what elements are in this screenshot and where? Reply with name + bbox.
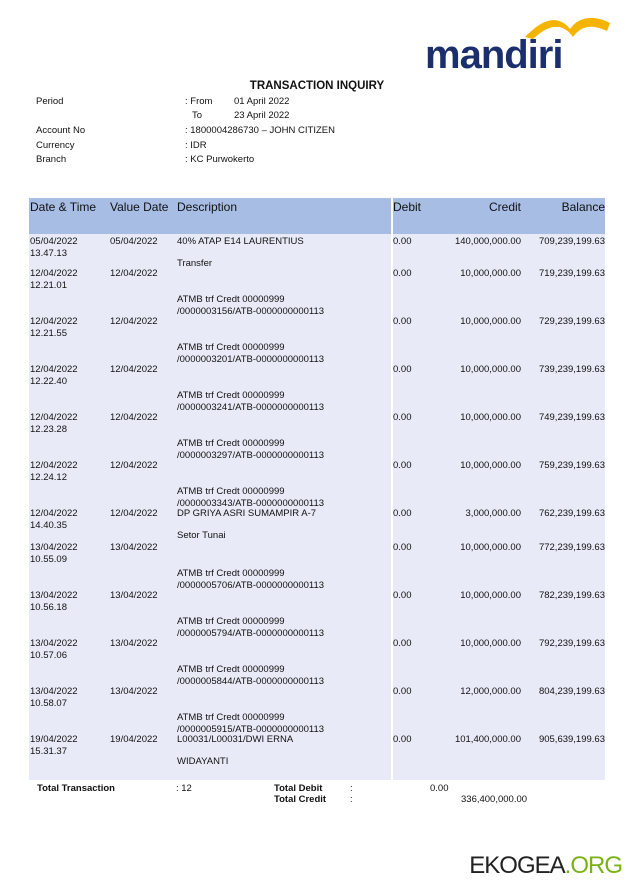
credit: 12,000,000.00 (460, 686, 521, 697)
description-line (177, 590, 324, 604)
balance: 709,239,199.63 (538, 236, 605, 247)
time: 12.21.01 (30, 280, 67, 291)
description-line: DP GRIYA ASRI SUMAMPIR A-7 (177, 508, 317, 519)
value-date: 13/04/2022 (110, 542, 158, 553)
balance: 762,239,199.63 (538, 508, 605, 519)
balance-cell (539, 542, 605, 554)
debit: 0.00 (393, 686, 412, 697)
table-row (29, 638, 605, 686)
debit-cell (393, 460, 412, 472)
time: 10.55.09 (30, 554, 67, 565)
value-date: 12/04/2022 (110, 508, 158, 519)
table-header (29, 198, 605, 234)
date-time-cell (30, 542, 100, 566)
total-credit-sep: : (350, 794, 353, 805)
debit: 0.00 (393, 316, 412, 327)
value-date: 12/04/2022 (110, 460, 158, 471)
balance-cell (539, 734, 605, 746)
credit-cell (460, 590, 521, 602)
table-row (29, 236, 605, 268)
description-line: ATMB trf Credt 00000999 (177, 390, 285, 401)
total-debit-label: Total Debit (274, 783, 323, 794)
description-cell (177, 686, 324, 736)
debit: 0.00 (393, 508, 412, 519)
date: 13/04/2022 (30, 542, 78, 553)
description-line: ATMB trf Credt 00000999 (177, 664, 285, 675)
credit: 10,000,000.00 (460, 460, 521, 471)
balance-cell (539, 316, 605, 328)
currency-value: : IDR (185, 140, 207, 151)
description-line (177, 268, 324, 282)
debit-cell (393, 590, 412, 602)
account-label: Account No (36, 125, 86, 136)
description-line: Transfer (177, 258, 213, 269)
col-value-date: Value Date (110, 200, 169, 214)
table-row (29, 412, 605, 460)
description-line (177, 364, 324, 378)
debit-cell (393, 508, 412, 520)
balance: 729,239,199.63 (538, 316, 605, 327)
date: 13/04/2022 (30, 590, 78, 601)
balance-cell (539, 412, 605, 424)
date-time-cell (30, 268, 100, 292)
date: 05/04/2022 (30, 236, 78, 247)
col-balance: Balance (561, 200, 605, 214)
date-time-cell (30, 508, 100, 532)
balance: 905,639,199.63 (538, 734, 605, 745)
value-date: 13/04/2022 (110, 686, 158, 697)
debit: 0.00 (393, 236, 412, 247)
debit: 0.00 (393, 590, 412, 601)
time: 10.56.18 (30, 602, 67, 613)
from-value: 01 April 2022 (234, 96, 290, 107)
credit-cell (455, 236, 521, 248)
value-date: 12/04/2022 (110, 268, 158, 279)
account-value: : 1800004286730 – JOHN CITIZEN (185, 125, 335, 136)
description-line: /0000003297/ATB-0000000000113 (177, 450, 325, 461)
date-time-cell (30, 316, 100, 340)
date: 19/04/2022 (30, 734, 78, 745)
value-date: 19/04/2022 (110, 734, 158, 745)
balance-cell (539, 460, 605, 472)
balance: 739,239,199.63 (538, 364, 605, 375)
date: 13/04/2022 (30, 686, 78, 697)
debit: 0.00 (393, 460, 412, 471)
description-line (177, 412, 324, 426)
credit-cell (455, 734, 521, 746)
table-row (29, 734, 605, 780)
time: 14.40.35 (30, 520, 67, 531)
balance-cell (539, 638, 605, 650)
balance-cell (539, 236, 605, 248)
credit-cell (460, 316, 521, 328)
table-row (29, 508, 605, 542)
credit: 10,000,000.00 (460, 412, 521, 423)
description-cell (177, 542, 324, 592)
time: 12.22.40 (30, 376, 67, 387)
value-date: 12/04/2022 (110, 364, 158, 375)
branch-value: : KC Purwokerto (185, 154, 255, 165)
total-debit-sep: : (350, 783, 353, 794)
description-cell (177, 460, 324, 510)
debit: 0.00 (393, 268, 412, 279)
description-line: /0000005844/ATB-0000000000113 (177, 676, 325, 687)
debit: 0.00 (393, 412, 412, 423)
date: 12/04/2022 (30, 508, 78, 519)
description-cell (177, 364, 324, 414)
balance: 749,239,199.63 (538, 412, 605, 423)
date-time-cell (30, 734, 100, 758)
date: 12/04/2022 (30, 316, 78, 327)
value-date-cell (110, 460, 158, 472)
description-line: /0000003241/ATB-0000000000113 (177, 402, 325, 413)
description-line: ATMB trf Credt 00000999 (177, 568, 285, 579)
date: 12/04/2022 (30, 412, 78, 423)
credit: 10,000,000.00 (460, 590, 521, 601)
time: 15.31.37 (30, 746, 67, 757)
currency-label: Currency (36, 140, 75, 151)
value-date-cell (110, 236, 158, 248)
date-time-cell (30, 638, 100, 662)
value-date: 13/04/2022 (110, 638, 158, 649)
date-time-cell (30, 590, 100, 614)
value-date-cell (110, 364, 158, 376)
credit-cell (460, 638, 521, 650)
transactions-table (29, 198, 605, 780)
mandiri-logo (425, 15, 610, 75)
table-row (29, 460, 605, 508)
description-line (177, 686, 324, 700)
debit-cell (393, 638, 412, 650)
value-date-cell (110, 316, 158, 328)
description-cell (177, 638, 324, 688)
balance-cell (539, 686, 605, 698)
description-line: /0000003156/ATB-0000000000113 (177, 306, 325, 317)
value-date: 05/04/2022 (110, 236, 158, 247)
date: 12/04/2022 (30, 364, 78, 375)
value-date-cell (110, 268, 158, 280)
description-line: ATMB trf Credt 00000999 (177, 438, 285, 449)
date-time-cell (30, 460, 100, 484)
credit-cell (460, 412, 521, 424)
debit-cell (393, 542, 412, 554)
time: 10.57.06 (30, 650, 67, 661)
credit-cell (460, 268, 521, 280)
description-cell (177, 268, 324, 318)
description-line: /0000003343/ATB-0000000000113 (177, 498, 325, 509)
date: 12/04/2022 (30, 460, 78, 471)
total-credit-value: 336,400,000.00 (461, 794, 528, 805)
total-debit-value: 0.00 (430, 783, 449, 794)
debit-cell (393, 734, 412, 746)
credit: 101,400,000.00 (454, 734, 521, 745)
description-line: /0000003201/ATB-0000000000113 (177, 354, 325, 365)
description-line: ATMB trf Credt 00000999 (177, 712, 285, 723)
debit: 0.00 (393, 638, 412, 649)
credit-cell (460, 542, 521, 554)
table-row (29, 316, 605, 364)
value-date-cell (110, 412, 158, 424)
description-line: /0000005706/ATB-0000000000113 (177, 580, 325, 591)
debit: 0.00 (393, 734, 412, 745)
value-date: 12/04/2022 (110, 316, 158, 327)
value-date-cell (110, 542, 158, 554)
table-row (29, 364, 605, 412)
description-cell (177, 734, 293, 780)
table-body (29, 236, 605, 780)
from-label: : From (185, 96, 213, 107)
date-time-cell (30, 236, 100, 260)
value-date-cell (110, 734, 158, 746)
logo-text: mandiri (425, 33, 563, 77)
description-line (177, 638, 324, 652)
col-credit: Credit (488, 200, 521, 214)
table-row (29, 686, 605, 734)
credit: 10,000,000.00 (460, 316, 521, 327)
table-row (29, 590, 605, 638)
to-value: 23 April 2022 (234, 110, 290, 121)
debit-cell (393, 236, 412, 248)
debit-cell (393, 268, 412, 280)
description-line (177, 542, 324, 556)
debit-cell (393, 412, 412, 424)
description-cell (177, 590, 324, 640)
credit: 3,000,000.00 (465, 508, 521, 519)
description-line: Setor Tunai (177, 530, 226, 541)
description-line: L00031/L00031/DWI ERNA (177, 734, 294, 745)
debit: 0.00 (393, 542, 412, 553)
balance: 804,239,199.63 (538, 686, 605, 697)
credit-cell (460, 364, 521, 376)
credit: 10,000,000.00 (460, 638, 521, 649)
balance: 792,239,199.63 (538, 638, 605, 649)
time: 12.21.55 (30, 328, 67, 339)
date-time-cell (30, 686, 100, 710)
credit: 10,000,000.00 (460, 268, 521, 279)
debit-cell (393, 316, 412, 328)
description-line: ATMB trf Credt 00000999 (177, 486, 285, 497)
value-date-cell (110, 590, 158, 602)
balance: 759,239,199.63 (538, 460, 605, 471)
watermark (469, 852, 622, 880)
value-date-cell (110, 638, 158, 650)
credit: 10,000,000.00 (460, 542, 521, 553)
balance-cell (539, 508, 605, 520)
value-date-cell (110, 686, 158, 698)
description-line: ATMB trf Credt 00000999 (177, 616, 285, 627)
description-line (177, 316, 324, 330)
to-label: To (192, 110, 203, 121)
watermark-suffix: .ORG (564, 852, 622, 879)
value-date-cell (110, 508, 158, 520)
time: 13.47.13 (30, 248, 67, 259)
credit-cell (466, 508, 521, 520)
total-transaction-label: Total Transaction (37, 783, 115, 794)
date-time-cell (30, 412, 100, 436)
debit: 0.00 (393, 364, 412, 375)
description-line: /0000005915/ATB-0000000000113 (177, 724, 325, 735)
credit: 140,000,000.00 (454, 236, 521, 247)
col-debit: Debit (393, 200, 422, 214)
time: 10.58.07 (30, 698, 67, 709)
table-row (29, 542, 605, 590)
balance: 772,239,199.63 (538, 542, 605, 553)
balance: 719,239,199.63 (538, 268, 605, 279)
debit-cell (393, 686, 412, 698)
date-time-cell (30, 364, 100, 388)
balance-cell (539, 364, 605, 376)
value-date: 13/04/2022 (110, 590, 158, 601)
watermark-main: EKOGEA (469, 852, 565, 879)
credit-cell (460, 686, 521, 698)
description-line (177, 768, 293, 780)
balance-cell (539, 268, 605, 280)
date: 12/04/2022 (30, 268, 78, 279)
time: 12.24.12 (30, 472, 67, 483)
debit-cell (393, 364, 412, 376)
col-description: Description (177, 200, 238, 214)
description-line: 40% ATAP E14 LAURENTIUS (177, 236, 304, 247)
table-row (29, 268, 605, 316)
credit: 10,000,000.00 (460, 364, 521, 375)
balance-cell (539, 590, 605, 602)
total-credit-label: Total Credit (274, 794, 327, 805)
period-label: Period (36, 96, 64, 107)
value-date: 12/04/2022 (110, 412, 158, 423)
time: 12.23.28 (30, 424, 67, 435)
credit-cell (460, 460, 521, 472)
description-cell (177, 316, 324, 366)
description-line: ATMB trf Credt 00000999 (177, 294, 285, 305)
total-transaction-value: : 12 (176, 783, 192, 794)
date: 13/04/2022 (30, 638, 78, 649)
col-date-time: Date & Time (30, 200, 97, 214)
description-line: WIDAYANTI (177, 756, 229, 767)
description-cell (177, 412, 324, 462)
description-line: /0000005794/ATB-0000000000113 (177, 628, 325, 639)
page-title: TRANSACTION INQUIRY (249, 80, 385, 92)
balance: 782,239,199.63 (538, 590, 605, 601)
description-line: ATMB trf Credt 00000999 (177, 342, 285, 353)
branch-label: Branch (36, 154, 67, 165)
description-line (177, 460, 324, 474)
